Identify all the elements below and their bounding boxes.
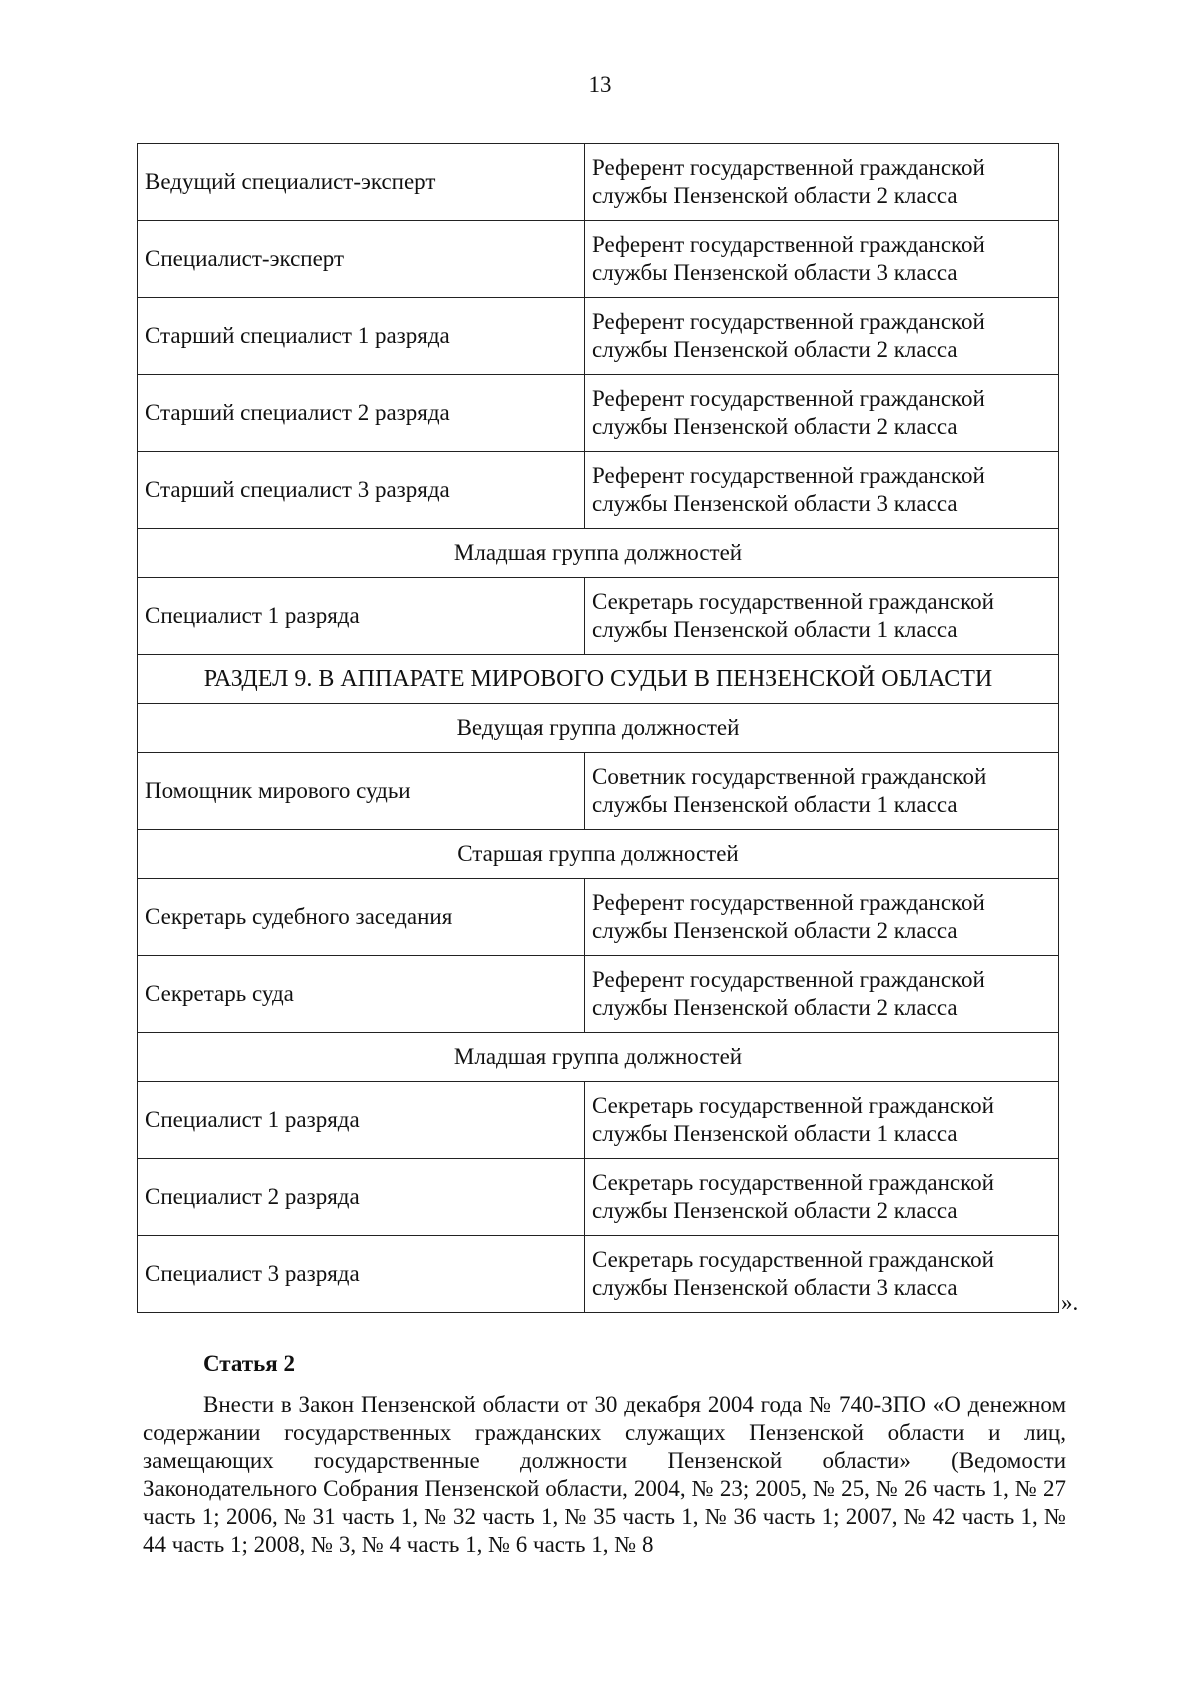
rank-cell: [585, 452, 1059, 529]
group-header: Младшая группа должностей: [138, 529, 1059, 578]
rank-line-2: службы Пензенской области 3 класса: [592, 260, 958, 285]
rank-line-2: службы Пензенской области 2 класса: [592, 1198, 958, 1223]
section-header: РАЗДЕЛ 9. В АППАРАТЕ МИРОВОГО СУДЬИ В ПЕНЗЕНСКОЙ ОБЛАСТИ: [138, 655, 1059, 704]
rank-line-1: Секретарь государственной гражданской: [592, 1093, 994, 1118]
rank-line-2: службы Пензенской области 2 класса: [592, 183, 958, 208]
table-row: [138, 1236, 1059, 1313]
rank-line-2: службы Пензенской области 3 класса: [592, 491, 958, 516]
rank-line-2: службы Пензенской области 1 класса: [592, 792, 958, 817]
rank-cell: [585, 298, 1059, 375]
rank-line-2: службы Пензенской области 1 класса: [592, 1121, 958, 1146]
position-cell: Специалист 1 разряда: [138, 578, 585, 655]
group-header: Ведущая группа должностей: [138, 704, 1059, 753]
table-row: [138, 452, 1059, 529]
rank-cell: [585, 1082, 1059, 1159]
rank-line-1: Референт государственной гражданской: [592, 309, 985, 334]
rank-cell: [585, 221, 1059, 298]
rank-line-2: службы Пензенской области 3 класса: [592, 1275, 958, 1300]
article-body: Внести в Закон Пензенской области от 30 декабря 2004 года № 740-ЗПО «О денежном содержании государственных гражданских служащих Пензенской области и лиц, замещающих государственные должности Пензенской области» (Ведомости Законодательного Собрания Пензенской области, 2004, № 23; 2005, № 25, № 26 часть 1, № 27 часть 1; 2006, № 31 часть 1, № 32 часть 1, № 35 часть 1, № 36 часть 1; 2007, № 42 часть 1, № 44 часть 1; 2008, № 3, № 4 часть 1, № 6 часть 1, № 8: [143, 1392, 1066, 1557]
rank-line-1: Референт государственной гражданской: [592, 232, 985, 257]
position-cell: Старший специалист 2 разряда: [138, 375, 585, 452]
rank-cell: [585, 578, 1059, 655]
position-cell: Ведущий специалист-эксперт: [138, 144, 585, 221]
positions-table-container: [137, 143, 1058, 1313]
rank-line-1: Секретарь государственной гражданской: [592, 1170, 994, 1195]
group-header-row: [138, 529, 1059, 578]
table-row: [138, 1082, 1059, 1159]
group-header-row: [138, 1033, 1059, 1082]
position-cell: Специалист-эксперт: [138, 221, 585, 298]
table-row: [138, 753, 1059, 830]
table-row: [138, 879, 1059, 956]
rank-line-1: Референт государственной гражданской: [592, 890, 985, 915]
rank-cell: [585, 956, 1059, 1033]
rank-line-1: Советник государственной гражданской: [592, 764, 987, 789]
section-header-row: [138, 655, 1059, 704]
rank-line-1: Референт государственной гражданской: [592, 155, 985, 180]
position-cell: Специалист 2 разряда: [138, 1159, 585, 1236]
position-cell: Специалист 3 разряда: [138, 1236, 585, 1313]
table-row: [138, 578, 1059, 655]
rank-cell: [585, 375, 1059, 452]
rank-line-2: службы Пензенской области 1 класса: [592, 617, 958, 642]
rank-cell: [585, 879, 1059, 956]
rank-cell: [585, 753, 1059, 830]
closing-quote: ».: [1061, 1290, 1079, 1315]
rank-cell: [585, 1159, 1059, 1236]
position-cell: Секретарь судебного заседания: [138, 879, 585, 956]
rank-line-1: Референт государственной гражданской: [592, 967, 985, 992]
page-number: 13: [588, 72, 612, 97]
rank-line-2: службы Пензенской области 2 класса: [592, 414, 958, 439]
position-cell: Старший специалист 3 разряда: [138, 452, 585, 529]
rank-line-2: службы Пензенской области 2 класса: [592, 995, 958, 1020]
rank-line-1: Референт государственной гражданской: [592, 463, 985, 488]
table-row: [138, 144, 1059, 221]
group-header-row: [138, 830, 1059, 879]
table-row: [138, 298, 1059, 375]
rank-cell: [585, 144, 1059, 221]
position-cell: Помощник мирового судьи: [138, 753, 585, 830]
rank-cell: [585, 1236, 1059, 1313]
positions-table: [137, 143, 1059, 1313]
group-header: Старшая группа должностей: [138, 830, 1059, 879]
table-row: [138, 1159, 1059, 1236]
rank-line-2: службы Пензенской области 2 класса: [592, 918, 958, 943]
rank-line-1: Референт государственной гражданской: [592, 386, 985, 411]
table-row: [138, 221, 1059, 298]
position-cell: Секретарь суда: [138, 956, 585, 1033]
position-cell: Старший специалист 1 разряда: [138, 298, 585, 375]
rank-line-1: Секретарь государственной гражданской: [592, 589, 994, 614]
article-title: Статья 2: [203, 1351, 295, 1376]
table-row: [138, 956, 1059, 1033]
group-header-row: [138, 704, 1059, 753]
group-header: Младшая группа должностей: [138, 1033, 1059, 1082]
positions-table-body: [138, 144, 1059, 1313]
rank-line-1: Секретарь государственной гражданской: [592, 1247, 994, 1272]
rank-line-2: службы Пензенской области 2 класса: [592, 337, 958, 362]
table-row: [138, 375, 1059, 452]
position-cell: Специалист 1 разряда: [138, 1082, 585, 1159]
